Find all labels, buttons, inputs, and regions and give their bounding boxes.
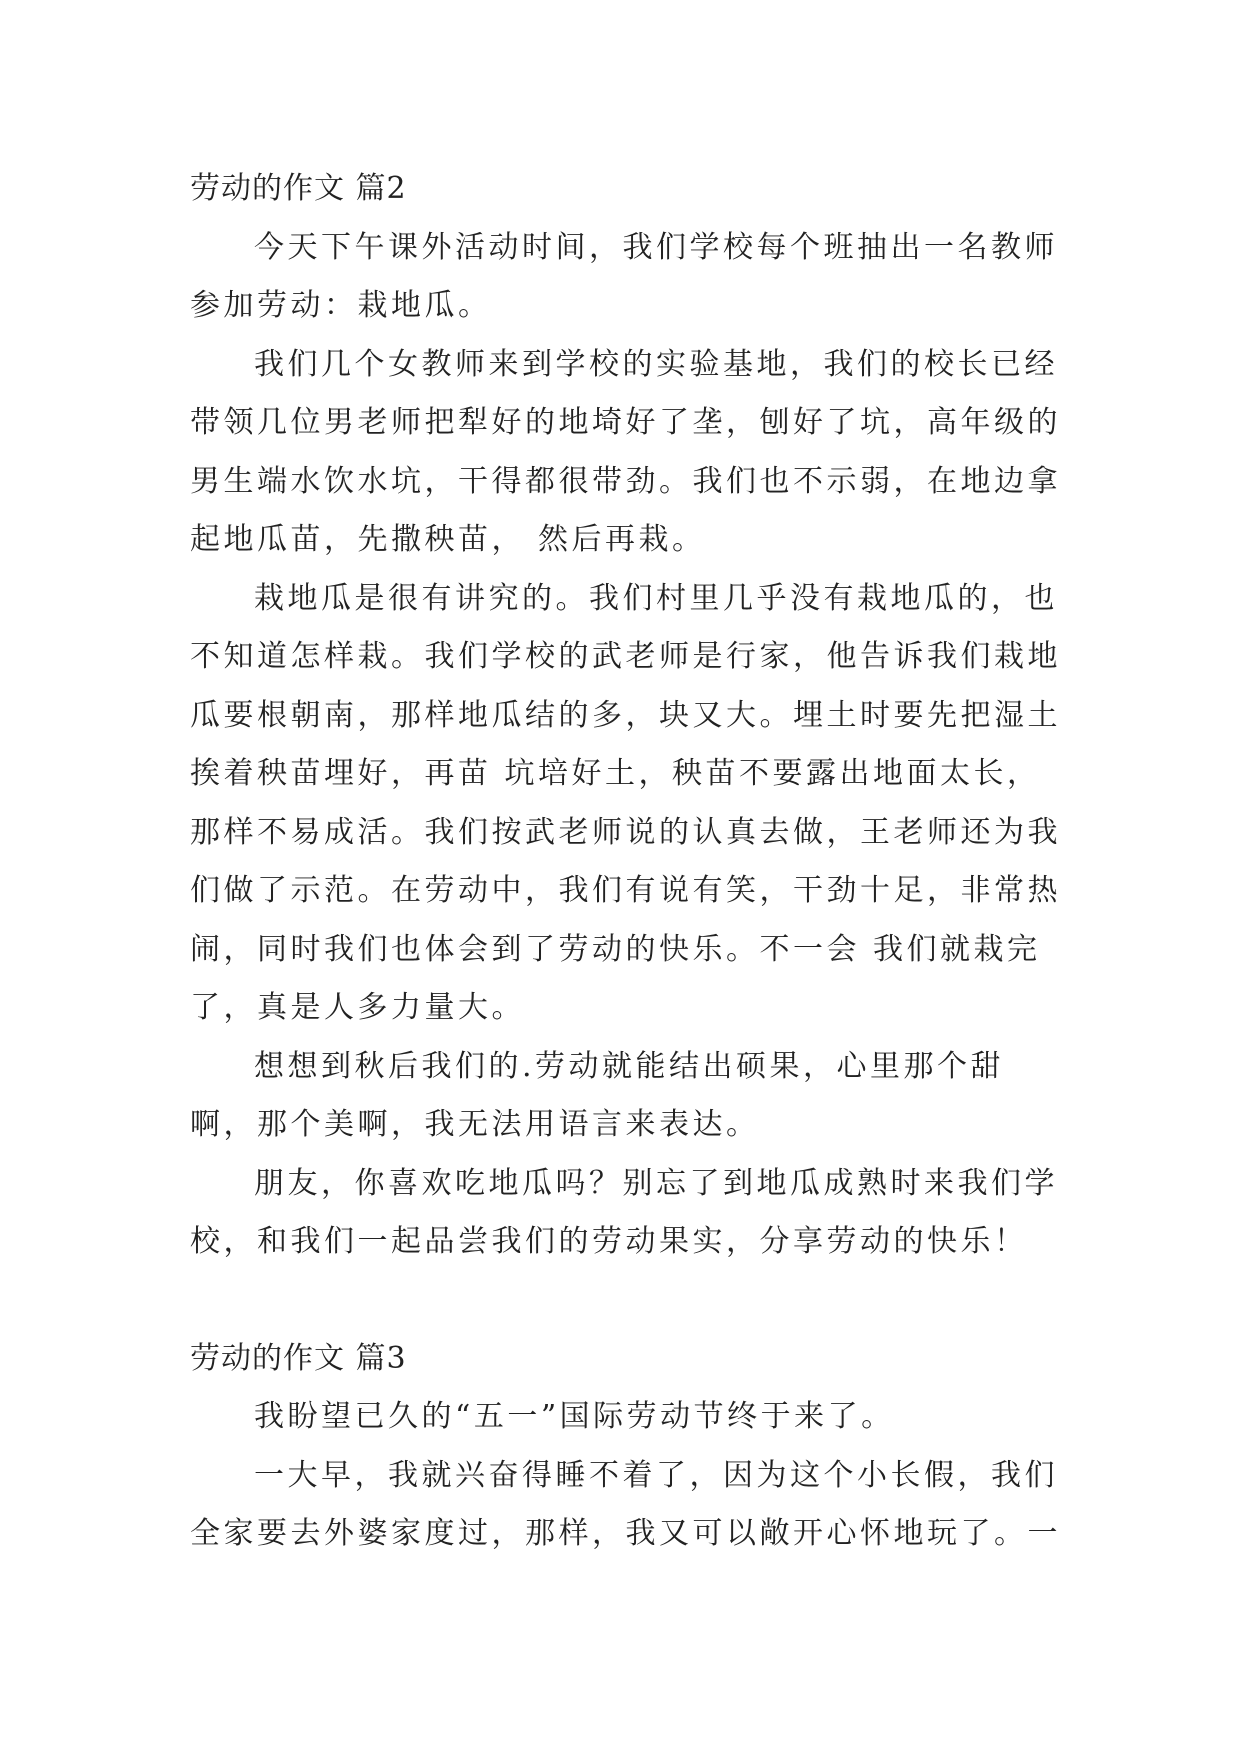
section-heading: 劳动的作文 篇2 [190,171,407,206]
essay-section-3 [190,1330,1070,1564]
paragraph: 栽地瓜是很有讲究的。我们村里几乎没有栽地瓜的，也不知道怎样栽。我们学校的武老师是行家，他告诉我们栽地瓜要根朝南，那样地瓜结的多，块又大。埋土时要先把湿土挨着秧苗埋好，再苗 坑培好土，秧苗不要露出地面太长，那样不易成活。我们按武老师说的认真去做，王老师还为我们做了示范。在劳动中，我们有说有笑，干劲十足，非常热闹，同时我们也体会到了劳动的快乐。不一会 我们就栽完了，真是人多力量大。 [190,580,1061,1025]
paragraph: 想想到秋后我们的.劳动就能结出硕果，心里那个甜啊，那个美啊，我无法用语言来表达。 [190,1048,1005,1142]
paragraph: 我盼望已久的“五一”国际劳动节终于来了。 [254,1399,895,1434]
paragraph: 朋友，你喜欢吃地瓜吗？别忘了到地瓜成熟时来我们学校，和我们一起品尝我们的劳动果实，分享劳动的快乐！ [190,1165,1058,1259]
paragraph: 今天下午课外活动时间，我们学校每个班抽出一名教师参加劳动：栽地瓜。 [190,229,1058,323]
document-body [190,160,1070,1564]
paragraph: 我们几个女教师来到学校的实验基地，我们的校长已经带领几位男老师把犁好的地埼好了垄，刨好了坑，高年级的男生端水饮水坑，干得都很带劲。我们也不示弱，在地边拿起地瓜苗，先撒秧苗， 然后再栽。 [190,346,1061,557]
essay-section-2 [190,160,1070,1272]
section-spacer [190,1272,1070,1330]
section-heading: 劳动的作文 篇3 [190,1340,407,1376]
paragraph: 一大早，我就兴奋得睡不着了，因为这个小长假，我们全家要去外婆家度过，那样，我又可以敞开心怀地玩了。一 [190,1457,1061,1551]
